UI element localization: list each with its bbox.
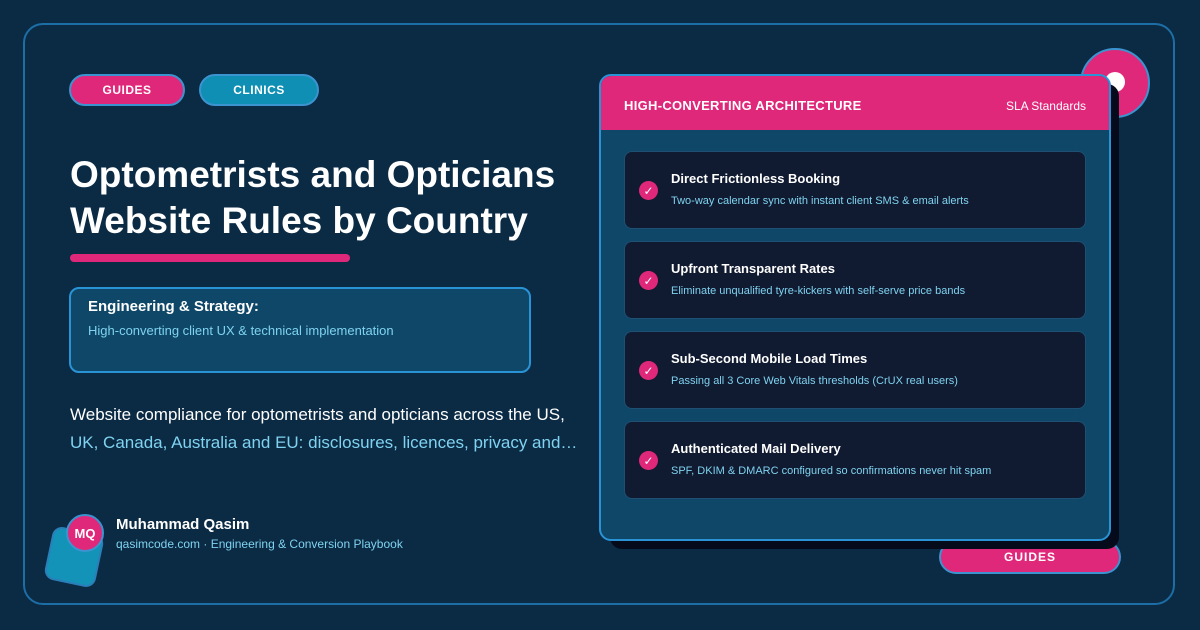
title-underline: [70, 254, 350, 262]
panel-badge: SLA Standards: [1005, 99, 1086, 113]
check-icon: ✓: [639, 271, 658, 290]
engineering-heading: Engineering & Strategy:: [88, 298, 259, 315]
corner-tag-guides[interactable]: GUIDES: [939, 540, 1121, 574]
feature-title: Authenticated Mail Delivery: [671, 441, 841, 456]
check-icon: ✓: [639, 181, 658, 200]
engineering-subtitle: High-converting client UX & technical implementation: [88, 323, 394, 338]
feature-card: [624, 151, 1086, 229]
feature-desc: Passing all 3 Core Web Vitals thresholds (CrUX real users): [671, 375, 958, 387]
avatar: [66, 514, 104, 552]
author-meta: qasimcode.com · Engineering & Conversion Playbook: [116, 537, 403, 551]
tag-guides[interactable]: GUIDES: [69, 74, 185, 106]
feature-desc: Eliminate unqualified tyre-kickers with self-serve price bands: [671, 285, 966, 297]
tag-clinics[interactable]: CLINICS: [199, 74, 319, 106]
feature-title: Upfront Transparent Rates: [671, 261, 835, 276]
panel-title: HIGH-CONVERTING ARCHITECTURE: [624, 98, 862, 113]
description-line-2: UK, Canada, Australia and EU: disclosures, licences, privacy and…: [70, 433, 578, 452]
title-line-2: Website Rules by Country: [70, 200, 528, 241]
page-title: [70, 152, 590, 244]
description-line-1: Website compliance for optometrists and opticians across the US,: [70, 405, 565, 424]
feature-card: [624, 241, 1086, 319]
title-line-1: Optometrists and Opticians: [70, 154, 556, 195]
feature-title: Direct Frictionless Booking: [671, 171, 841, 186]
feature-card: [624, 421, 1086, 499]
check-icon: ✓: [639, 451, 658, 470]
feature-title: Sub-Second Mobile Load Times: [671, 351, 868, 366]
feature-desc: Two-way calendar sync with instant client SMS & email alerts: [671, 195, 969, 207]
check-icon: ✓: [639, 361, 658, 380]
panel-header: [601, 76, 1109, 130]
avatar-initials: MQ: [74, 525, 96, 541]
author-name: Muhammad Qasim: [116, 516, 250, 533]
engineering-callout: [69, 287, 531, 373]
description: [70, 401, 578, 457]
feature-card: [624, 331, 1086, 409]
feature-desc: SPF, DKIM & DMARC configured so confirmations never hit spam: [671, 465, 992, 477]
architecture-panel: [599, 74, 1111, 541]
